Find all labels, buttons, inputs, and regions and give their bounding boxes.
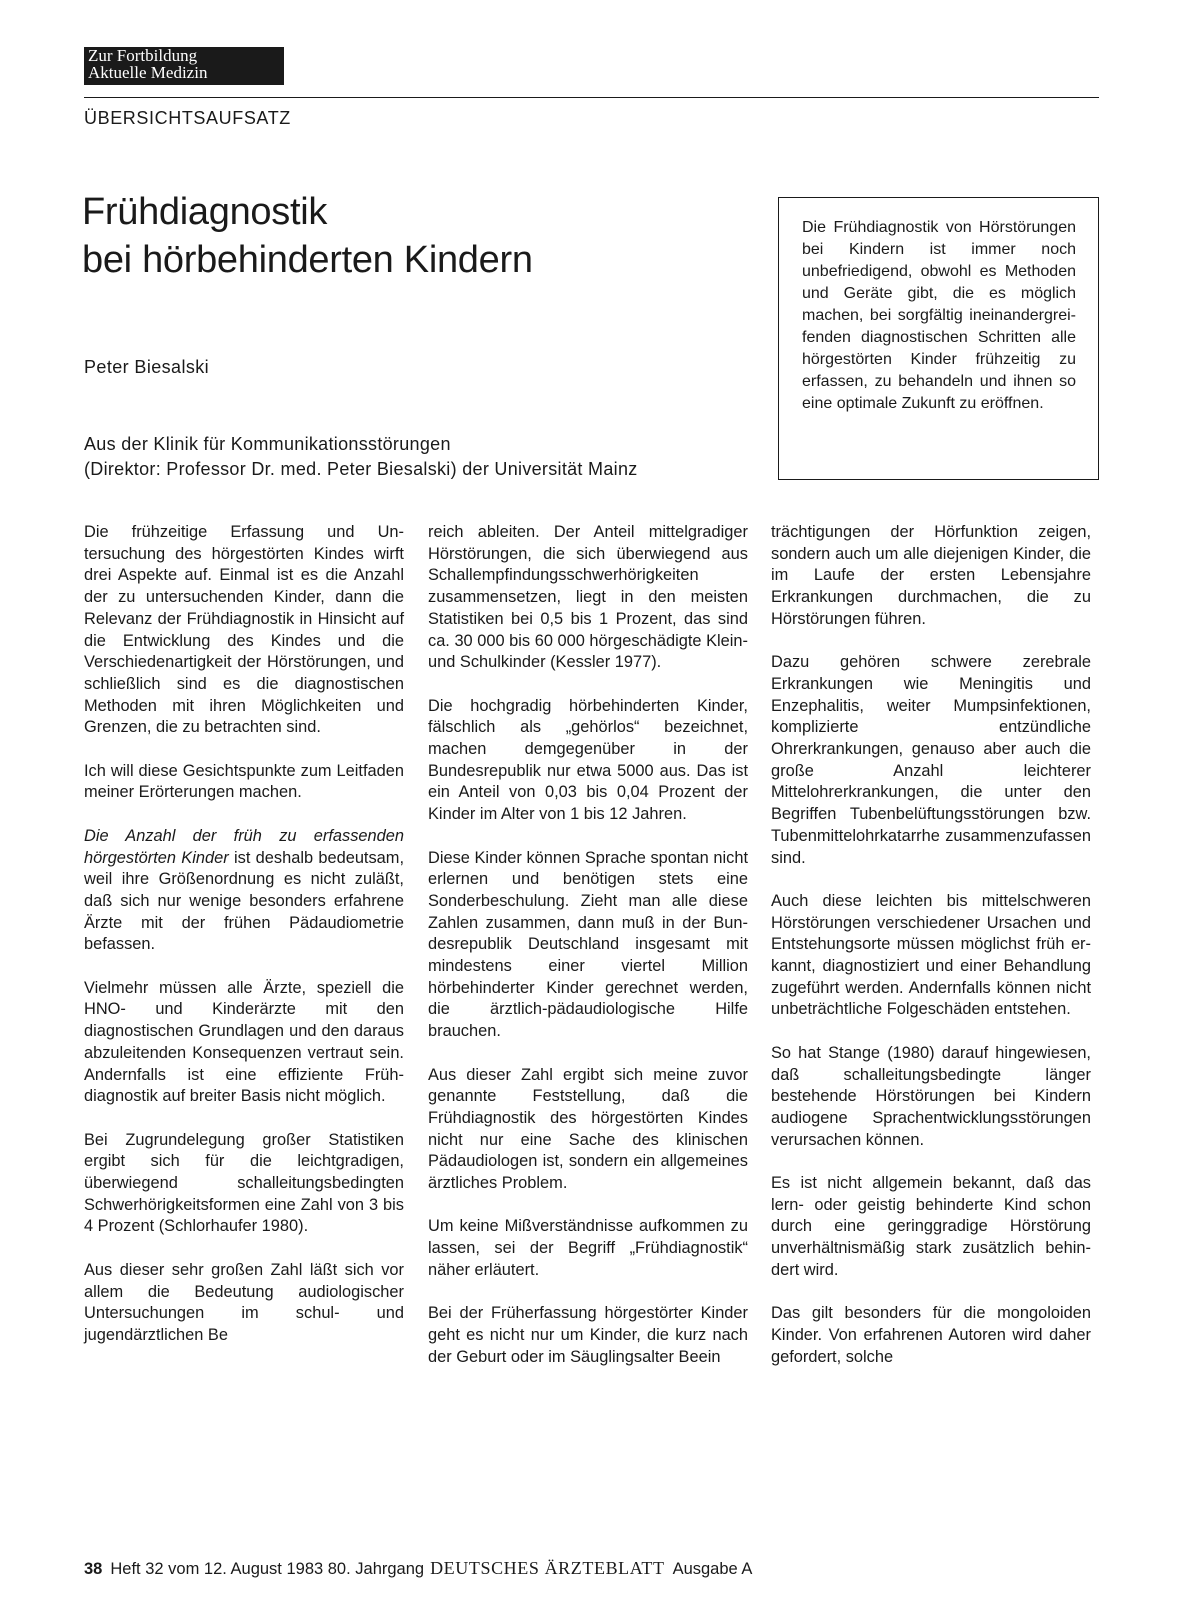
paragraph: Aus dieser Zahl ergibt sich meine zuvor genannte Feststellung, daß die Frühdiagnostik des hörgestörten Kindes nicht nur eine Sache des klinischen Pädaudiologen ist, sondern ein allgemeines ärztliches Problem. (428, 1065, 748, 1193)
paragraph: Die frühzeitige Erfassung und Untersuchung des hörgestörten Kindes wirft drei Aspekte auf. Einmal ist es die Anzahl der zu untersuchenden Kinder, dann die Relevanz der Frühdiagnostik in Hinsicht auf die Entwicklung des Kindes und die Verschiedenartigkeit der Hörstörungen, und schließlich sind es die diagnostischen Methoden mit ihren Möglichkeiten und Grenzen, die zu betrachten sind. (84, 523, 404, 737)
paragraph: reich ableiten. Der Anteil mittelgradiger Hörstörungen, die sich überwiegend aus Schallempfindungsschwerhörigkeiten zusammensetzen, liegt in den meisten Statistiken bei 0,5 bis 1 Prozent, das sind ca. 30 000 bis 60 000 hörgeschädigte Klein- und Schulkinder (Kessler 1977). (428, 523, 748, 672)
section-label-line1: Zur Fortbildung (88, 46, 198, 65)
paragraph: Bei Zugrundelegung großer Statistiken ergibt sich für die leichtgradigen, überwiegend schalleitungsbedingten Schwerhörigkeitsformen eine Zahl von 3 bis 4 Prozent (Schlorhaufer 1980). (84, 1130, 404, 1236)
text-column-1 (84, 522, 404, 1347)
section-label-box (84, 47, 284, 85)
paragraph: Dazu gehören schwere zerebrale Erkrankungen wie Meningitis und Enzephalitis, weiter Mumpsinfektionen, komplizierte entzündliche Ohrerkrankungen, genauso aber auch die große Anzahl leichterer Mittelohrerkrankungen, die unter den Begriffen Tubenbelüftungsstörungen bzw. Tubenmittelohrkatarrhe zusammenzufassen sind. (771, 653, 1091, 867)
section-label-line2: Aktuelle Medizin (88, 63, 208, 82)
paragraph: So hat Stange (1980) darauf hingewiesen, daß schalleitungsbedingte länger bestehende Hörstörungen bei Kindern audiogene Sprachentwicklungsstörungen verursachen können. (771, 1043, 1091, 1149)
author-affiliation (84, 432, 638, 482)
article-type-kicker: ÜBERSICHTSAUFSATZ (84, 108, 291, 128)
edition-label: Ausgabe A (672, 1560, 753, 1578)
affiliation-line1: Aus der Klinik für Kommunikationsstörungen (84, 434, 451, 454)
paragraph: Auch diese leichten bis mittelschweren Hörstörungen verschiedener Ursachen und Entstehungsorte müssen möglichst früh erkannt, diagnostiziert und einer Behandlung zugeführt werden. Andernfalls können nicht unbeträchtliche Folgeschäden entstehen. (771, 891, 1091, 1019)
text-column-2 (428, 522, 748, 1368)
article-title (82, 188, 533, 284)
affiliation-line2: (Direktor: Professor Dr. med. Peter Biesalski) der Universität Mainz (84, 459, 638, 479)
paragraph: Um keine Mißverständnisse aufkommen zu lassen, sei der Begriff „Frühdiagnostik“ näher erläutert. (428, 1217, 748, 1279)
issue-info: Heft 32 vom 12. August 1983 80. Jahrgang (110, 1560, 425, 1578)
paragraph: Vielmehr müssen alle Ärzte, speziell die HNO- und Kinderärzte mit den diagnostischen Grundlagen und den daraus abzuleitenden Konsequenzen vertraut sein. Andernfalls ist eine effiziente Frühdiagnostik auf breiter Basis nicht möglich. (84, 978, 404, 1106)
paragraph: trächtigungen der Hörfunktion zeigen, sondern auch um alle diejenigen Kinder, die im Laufe der ersten Lebensjahre Erkrankungen durchmachen, die zu Hörstörungen führen. (771, 523, 1091, 628)
article-title-line2: bei hörbehinderten Kindern (82, 239, 533, 281)
article-author: Peter Biesalski (84, 357, 210, 377)
paragraph-italic-lead: Die Anzahl der früh zu erfassenden hörgestörten Kinder (84, 826, 404, 867)
paragraph: Das gilt besonders für die mongoloiden Kinder. Von erfahrenen Autoren wird daher gefordert, solche (771, 1304, 1091, 1366)
journal-name: DEUTSCHES ÄRZTEBLATT (430, 1558, 665, 1578)
paragraph (84, 826, 404, 956)
header-rule (84, 97, 1099, 98)
article-title-line1: Frühdiagnostik (82, 191, 328, 233)
text-column-3 (771, 522, 1091, 1368)
page-number: 38 (84, 1560, 103, 1578)
paragraph: Diese Kinder können Sprache spontan nicht erlernen und benötigen stets eine Sonderbeschulung. Zieht man alle diese Zahlen zusammen, dann muß in der Bundesrepublik Deutschland insgesamt mit mindestens einer viertel Million hörbehinderter Kinder gerechnet werden, die ärztlich-pädaudiologische Hilfe brauchen. (428, 848, 748, 1041)
paragraph: Die hochgradig hörbehinderten Kinder, fälschlich als „gehörlos“ bezeichnet, machen demgegenüber in der Bundesrepublik nur etwa 5000 aus. Das ist ein Anteil von 0,03 bis 0,04 Prozent der Kinder im Alter von 1 bis 12 Jahren. (428, 696, 748, 824)
page-footer (84, 1558, 752, 1579)
paragraph: Bei der Früherfassung hörgestörter Kinder geht es nicht nur um Kinder, die kurz nach der Geburt oder im Säuglingsalter Beein (428, 1304, 748, 1366)
paragraph: Ich will diese Gesichtspunkte zum Leitfaden meiner Erörterungen machen. (84, 761, 404, 802)
paragraph: Aus dieser sehr großen Zahl läßt sich vor allem die Bedeutung audiologischer Untersuchungen im schul- und jugendärztlichen Be (84, 1260, 404, 1344)
abstract-box: Die Frühdiagnostik von Hörstörungen bei Kindern ist immer noch unbefriedigend, obwohl es Methoden und Geräte gibt, die es möglich machen, bei sorgfältig ineinandergreifenden diagnostischen Schritten alle hörgestörten Kinder frühzeitig zu erfassen, zu behandeln und ihnen so eine optimale Zukunft zu eröffnen. (778, 197, 1099, 480)
paragraph: Es ist nicht allgemein bekannt, daß das lern- oder geistig behinderte Kind schon durch eine geringgradige Hörstörung unverhältnismäßig stark zusätzlich behindert wird. (771, 1174, 1091, 1279)
paragraph-text: ist deshalb bedeutsam, weil ihre Größenordnung es nicht zuläßt, daß sich nur wenige besonders erfahrene Ärzte mit der frühen Pädaudiometrie befassen. (84, 848, 405, 954)
